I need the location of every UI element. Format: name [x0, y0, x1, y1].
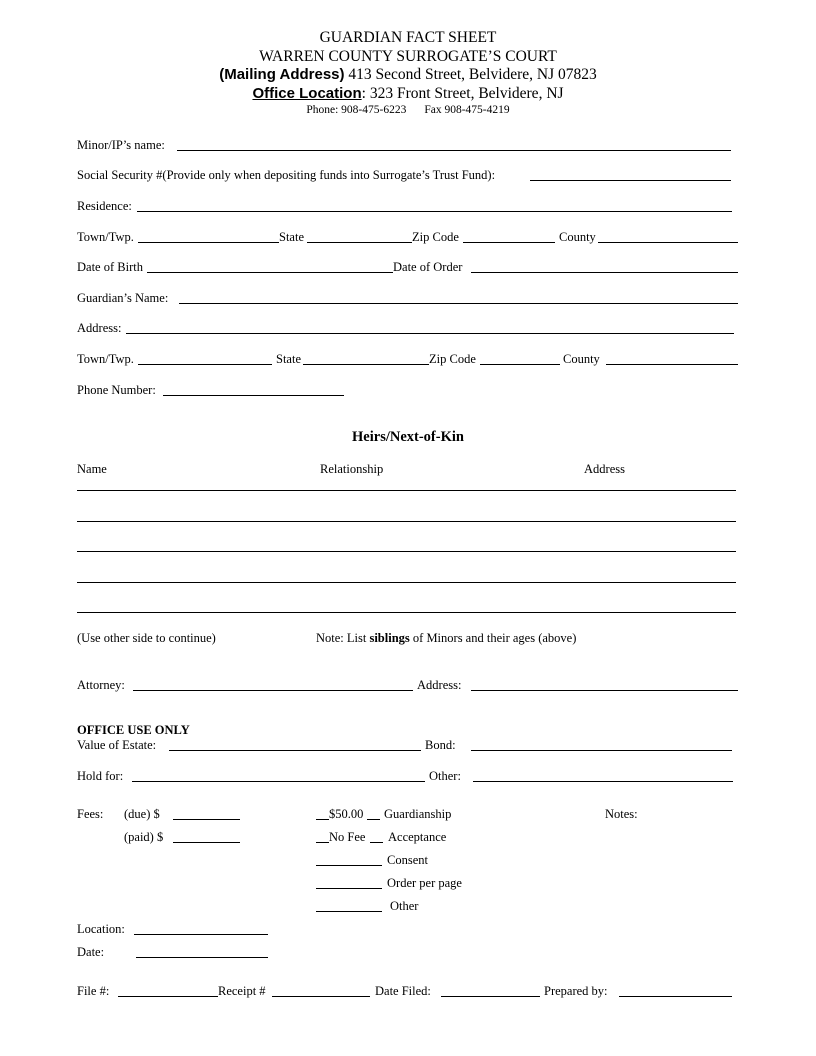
residence-label: Residence: — [77, 199, 132, 213]
guardian-town-label: Town/Twp. — [77, 352, 134, 366]
guardian-state-field[interactable] — [303, 364, 429, 365]
heir-line[interactable] — [77, 612, 736, 613]
mailing-address-label: (Mailing Address) — [219, 66, 345, 83]
dob-label: Date of Birth — [77, 260, 143, 274]
hold-for-field[interactable] — [132, 781, 425, 782]
guardian-zip-field[interactable] — [480, 364, 560, 365]
guardian-town-field[interactable] — [138, 364, 272, 365]
office-use-title: OFFICE USE ONLY — [77, 723, 190, 737]
heir-line[interactable] — [77, 490, 736, 491]
other-label: Other: — [429, 769, 461, 783]
guardian-county-label: County — [563, 352, 600, 366]
minor-zip-field[interactable] — [463, 242, 555, 243]
guardian-zip-label: Zip Code — [429, 352, 476, 366]
fee-paid-label: (paid) $ — [124, 830, 164, 844]
form-title: GUARDIAN FACT SHEET — [319, 29, 497, 46]
minor-state-field[interactable] — [307, 242, 412, 243]
heirs-col-relationship: Relationship — [320, 462, 384, 476]
prepared-by-field[interactable] — [619, 996, 732, 997]
minor-name-field[interactable] — [177, 150, 731, 151]
hold-for-label: Hold for: — [77, 769, 124, 783]
fee-paid-field[interactable] — [173, 842, 240, 843]
receipt-number-label: Receipt # — [218, 984, 266, 998]
bond-field[interactable] — [471, 750, 732, 751]
guardianship-label: Guardianship — [384, 807, 452, 821]
ssn-field[interactable] — [530, 180, 731, 181]
notes-label: Notes: — [605, 807, 638, 821]
value-of-estate-field[interactable] — [169, 750, 421, 751]
phone-fax-line — [0, 103, 816, 117]
phone-number-label: Phone Number: — [77, 383, 156, 397]
minor-county-label: County — [559, 230, 596, 244]
attorney-field[interactable] — [133, 690, 413, 691]
siblings-note-prefix: Note: List — [316, 631, 370, 645]
minor-name-label: Minor/IP’s name: — [77, 138, 165, 152]
office-location-label: Office Location — [252, 85, 362, 102]
date-filed-label: Date Filed: — [375, 984, 431, 998]
heir-line[interactable] — [77, 551, 736, 552]
guardian-state-label: State — [276, 352, 301, 366]
prepared-by-label: Prepared by: — [544, 984, 608, 998]
date-label: Date: — [77, 945, 105, 959]
minor-town-field[interactable] — [138, 242, 279, 243]
other-check-line[interactable] — [316, 911, 382, 912]
date-filed-field[interactable] — [441, 996, 540, 997]
minor-zip-label: Zip Code — [412, 230, 459, 244]
attorney-address-field[interactable] — [471, 690, 738, 691]
no-fee-label: No Fee — [329, 830, 366, 844]
consent-label: Consent — [387, 853, 428, 867]
other-item-label: Other — [390, 899, 419, 913]
file-number-field[interactable] — [118, 996, 218, 997]
guardianship-fee-amount: $50.00 — [329, 807, 364, 821]
location-label: Location: — [77, 922, 125, 936]
minor-town-label: Town/Twp. — [77, 230, 134, 244]
dob-field[interactable] — [147, 272, 393, 273]
value-of-estate-label: Value of Estate: — [77, 738, 157, 752]
attorney-address-label: Address: — [417, 678, 462, 692]
guardian-county-field[interactable] — [606, 364, 738, 365]
guardian-name-field[interactable] — [179, 303, 738, 304]
date-of-order-label: Date of Order — [393, 260, 463, 274]
order-per-page-check-line[interactable] — [316, 888, 382, 889]
guardian-address-field[interactable] — [126, 333, 734, 334]
heir-line[interactable] — [77, 582, 736, 583]
location-field[interactable] — [134, 934, 268, 935]
use-other-side-note: (Use other side to continue) — [77, 631, 216, 645]
guardian-address-label: Address: — [77, 321, 122, 335]
heirs-col-name: Name — [77, 462, 107, 476]
heirs-title: Heirs/Next-of-Kin — [352, 429, 464, 445]
mailing-address-line — [0, 66, 816, 84]
fee-due-label: (due) $ — [124, 807, 160, 821]
bond-label: Bond: — [425, 738, 456, 752]
siblings-note-suffix: of Minors and their ages (above) — [409, 631, 577, 645]
acceptance-check-line-after[interactable] — [370, 842, 383, 843]
date-field[interactable] — [136, 957, 268, 958]
court-name: WARREN COUNTY SURROGATE’S COURT — [259, 48, 557, 65]
siblings-note — [316, 631, 576, 645]
heirs-col-address: Address — [584, 462, 625, 476]
date-of-order-field[interactable] — [471, 272, 738, 273]
guardianship-check-line-after[interactable] — [367, 819, 380, 820]
heir-line[interactable] — [77, 521, 736, 522]
fee-due-field[interactable] — [173, 819, 240, 820]
consent-check-line[interactable] — [316, 865, 382, 866]
office-location-value: : 323 Front Street, Belvidere, NJ — [361, 85, 564, 102]
siblings-note-bold: siblings — [369, 631, 410, 645]
minor-county-field[interactable] — [598, 242, 738, 243]
attorney-label: Attorney: — [77, 678, 125, 692]
office-location-line — [0, 85, 816, 103]
order-per-page-label: Order per page — [387, 876, 462, 890]
guardian-name-label: Guardian’s Name: — [77, 291, 169, 305]
residence-field[interactable] — [137, 211, 732, 212]
minor-state-label: State — [279, 230, 304, 244]
fees-label: Fees: — [77, 807, 104, 821]
acceptance-check-line[interactable] — [316, 842, 329, 843]
fax-text: Fax 908-475-4219 — [424, 104, 510, 116]
acceptance-label: Acceptance — [388, 830, 447, 844]
mailing-address-value: 413 Second Street, Belvidere, NJ 07823 — [348, 66, 597, 83]
other-field[interactable] — [473, 781, 733, 782]
guardianship-check-line[interactable] — [316, 819, 329, 820]
file-number-label: File #: — [77, 984, 110, 998]
ssn-label: Social Security #(Provide only when depositing funds into Surrogate’s Trust Fund): — [77, 168, 496, 182]
phone-number-field[interactable] — [163, 395, 344, 396]
phone-text: Phone: 908-475-6223 — [306, 104, 407, 116]
receipt-number-field[interactable] — [272, 996, 370, 997]
